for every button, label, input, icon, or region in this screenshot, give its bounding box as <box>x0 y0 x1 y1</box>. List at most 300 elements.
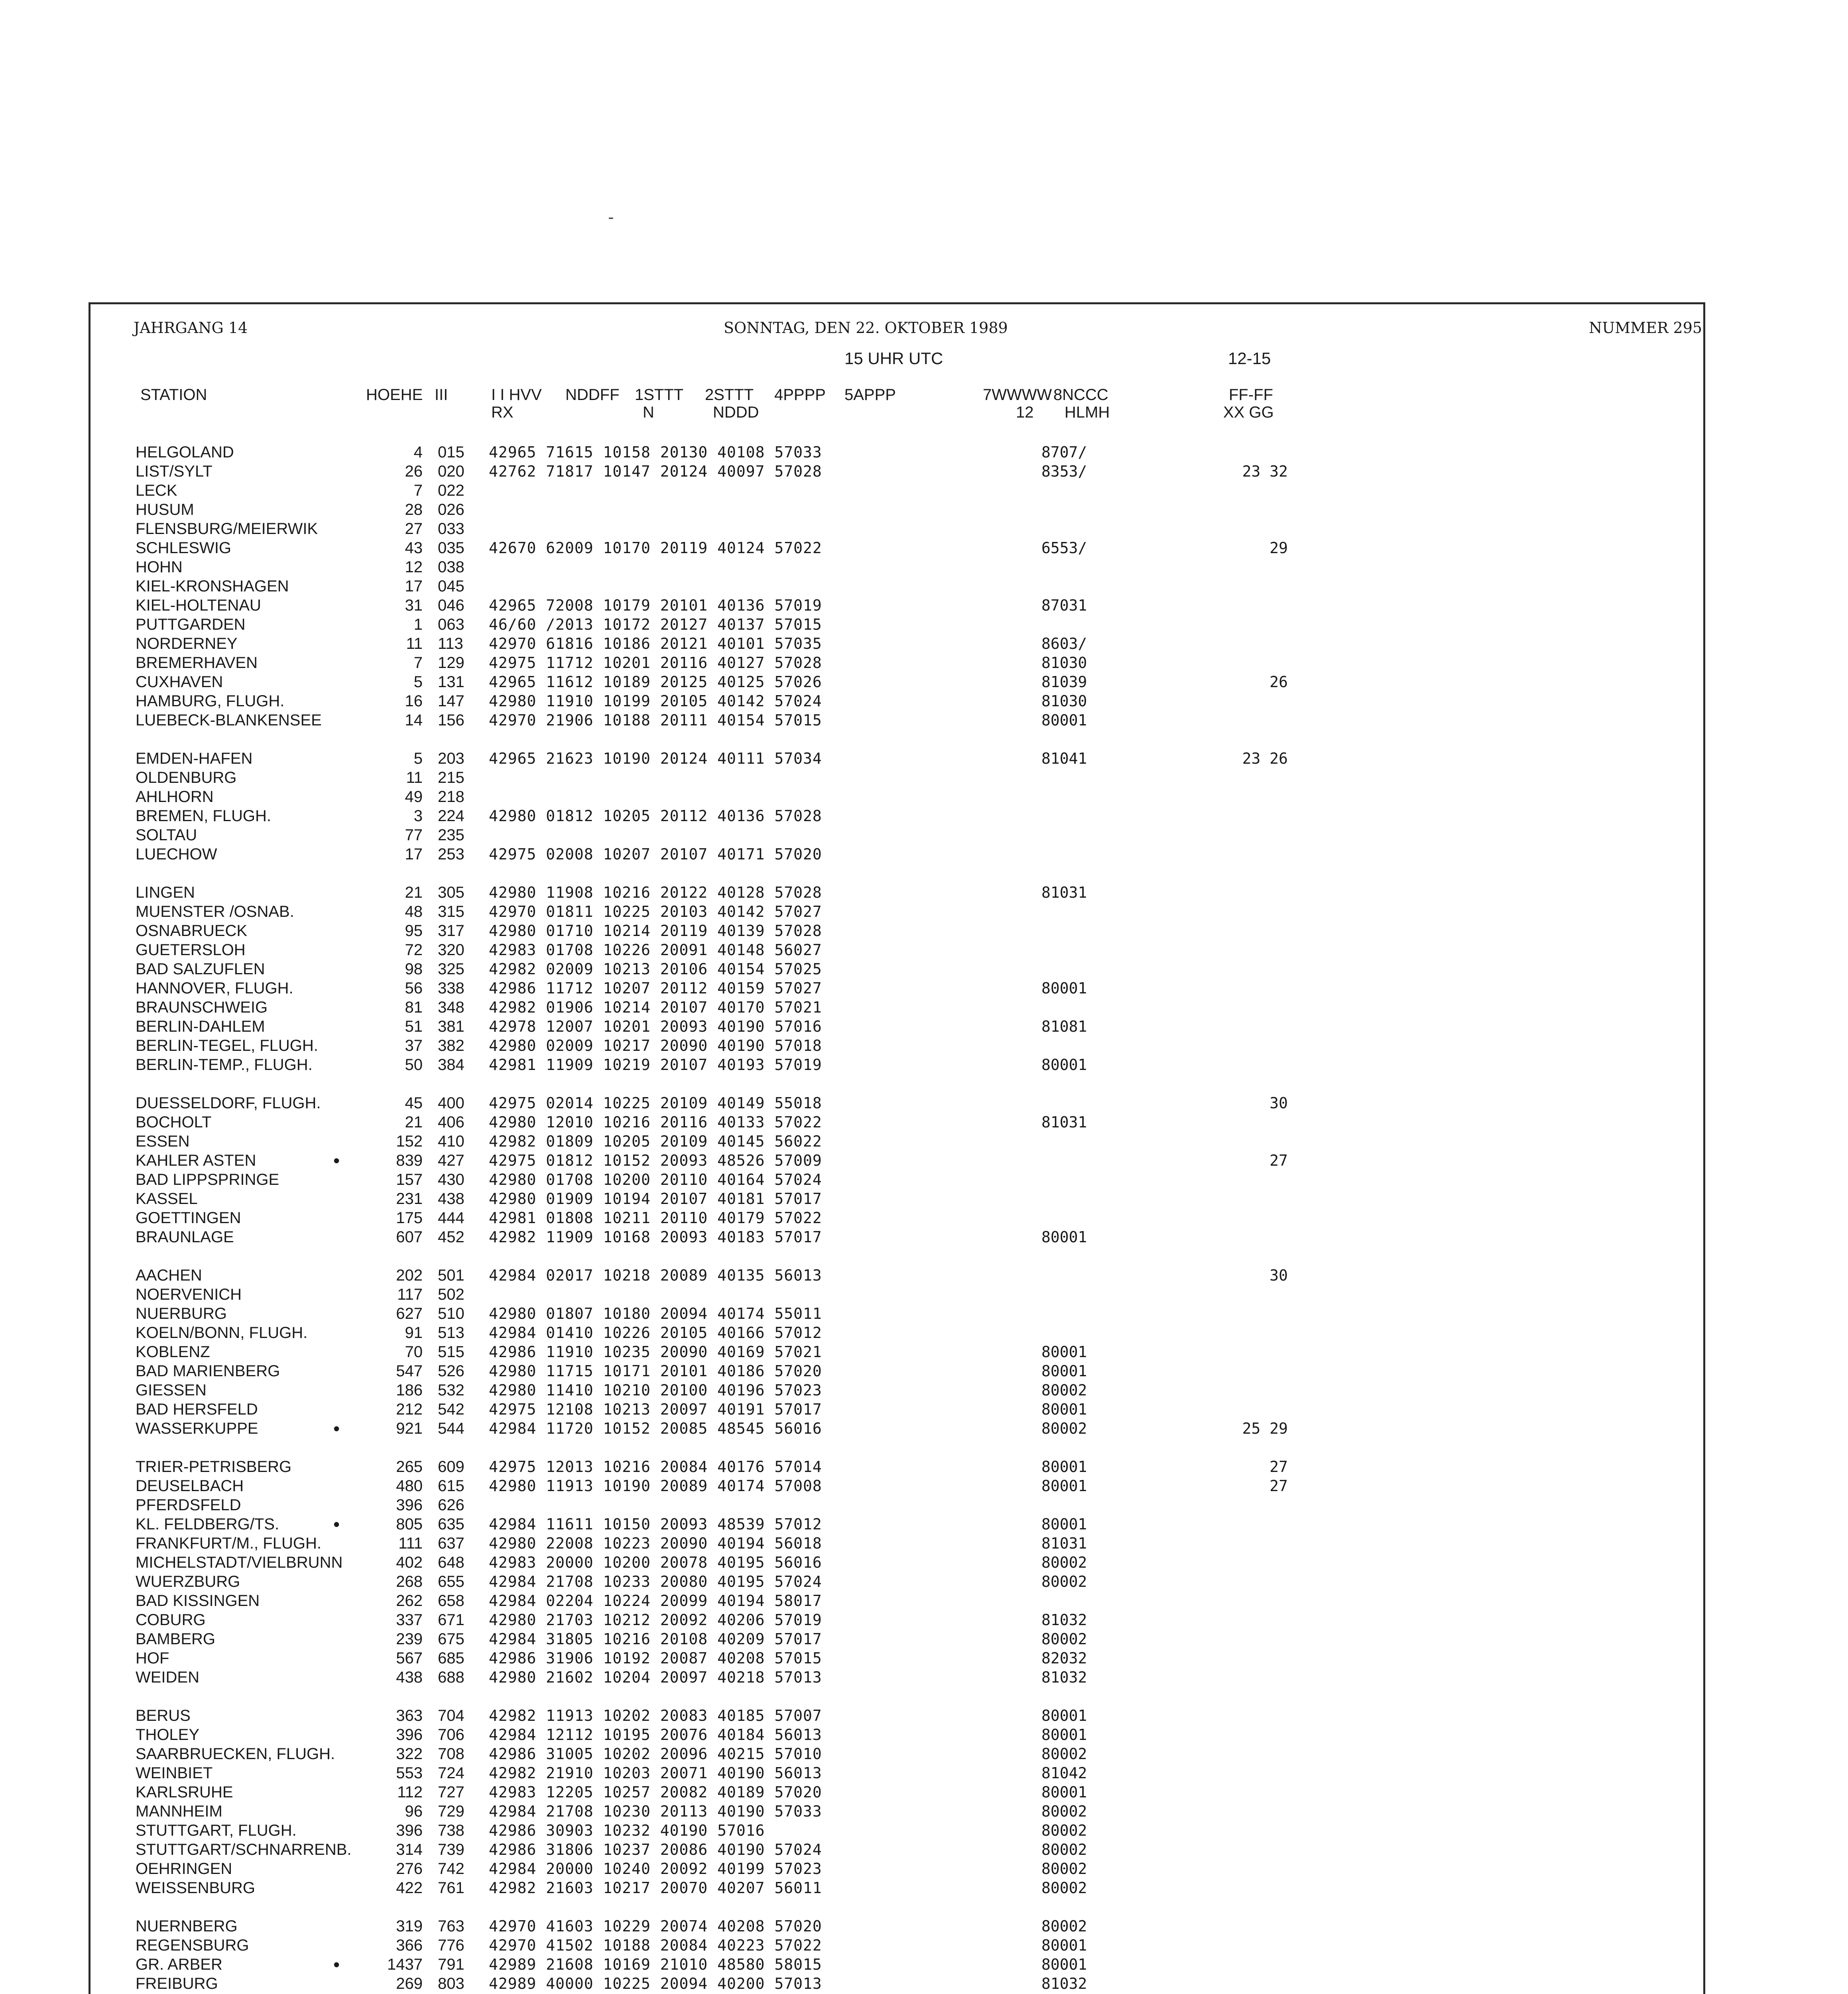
table-row <box>0 787 1848 806</box>
station-id: 542 <box>438 1401 464 1418</box>
station-name: STUTTGART, FLUGH. <box>136 1822 297 1839</box>
station-height: 157 <box>396 1171 423 1188</box>
table-row <box>0 558 1848 577</box>
gust-value <box>1224 1017 1288 1036</box>
gust-value <box>1224 1610 1288 1629</box>
synop-groups: 42984 21708 10233 20080 40195 57024 <box>489 1573 822 1590</box>
table-row <box>0 1094 1848 1113</box>
table-row <box>0 653 1848 672</box>
table-row <box>0 1036 1848 1055</box>
table-row <box>0 1649 1848 1668</box>
station-id: 763 <box>438 1917 464 1935</box>
station-height: 48 <box>405 903 423 920</box>
station-height: 239 <box>396 1630 423 1648</box>
station-height: 627 <box>396 1305 423 1322</box>
synop-groups: 42980 11410 10210 20100 40196 57023 <box>489 1381 822 1399</box>
station-id: 510 <box>438 1305 464 1322</box>
gust-value: 25 29 <box>1242 1420 1288 1437</box>
station-height: 111 <box>398 1535 423 1552</box>
cloud-group: 81041 <box>1041 750 1087 767</box>
station-id: 635 <box>438 1515 464 1533</box>
table-row <box>0 1706 1848 1725</box>
station-id: 406 <box>438 1113 464 1131</box>
station-id: 235 <box>438 826 464 844</box>
table-row <box>0 1419 1848 1438</box>
cloud-group: 81030 <box>1041 654 1087 672</box>
table-row <box>0 998 1848 1017</box>
station-id: 038 <box>438 558 464 576</box>
station-height: 91 <box>405 1324 423 1342</box>
table-row <box>0 596 1848 615</box>
table-row <box>0 1266 1848 1285</box>
synop-groups: 42965 11612 10189 20125 40125 57026 <box>489 673 822 691</box>
station-id: 502 <box>438 1286 464 1303</box>
gust-value <box>1224 1725 1288 1744</box>
station-id: 156 <box>438 711 464 729</box>
table-row <box>0 1763 1848 1783</box>
station-height: 231 <box>396 1190 423 1208</box>
station-name: KOELN/BONN, FLUGH. <box>136 1324 308 1342</box>
station-id: 315 <box>438 903 464 920</box>
table-row <box>0 749 1848 768</box>
station-height: 77 <box>405 826 423 844</box>
station-height: 72 <box>405 941 423 959</box>
cloud-group: 80001 <box>1041 1726 1087 1744</box>
gust-value <box>1224 711 1288 730</box>
gust-value <box>1224 1802 1288 1821</box>
station-height: 17 <box>405 577 423 595</box>
cloud-group: 80001 <box>1041 979 1087 997</box>
station-name: FLENSBURG/MEIERWIK <box>136 520 318 538</box>
station-id: 129 <box>438 654 464 672</box>
gust-value <box>1224 883 1288 902</box>
cloud-group: 8707/ <box>1041 443 1087 461</box>
issue-number: NUMMER 295 <box>1589 319 1702 337</box>
gust-value <box>1224 787 1288 806</box>
gust-value <box>1224 1629 1288 1649</box>
mountain-station-marker: • <box>333 1418 340 1439</box>
synop-groups: 42984 31805 10216 20108 40209 57017 <box>489 1630 822 1648</box>
gust-value <box>1224 1132 1288 1151</box>
table-row <box>0 979 1848 998</box>
station-height: 396 <box>396 1726 423 1744</box>
gust-value <box>1224 902 1288 921</box>
station-name: DUESSELDORF, FLUGH. <box>136 1094 321 1112</box>
station-id: 724 <box>438 1764 464 1782</box>
station-height: 547 <box>396 1362 423 1380</box>
col-ob3-sub: N <box>643 404 654 421</box>
table-row <box>0 921 1848 940</box>
station-name: KL. FELDBERG/TS. <box>136 1515 279 1533</box>
station-height: 322 <box>396 1745 423 1763</box>
table-row <box>0 500 1848 519</box>
table-row <box>0 1591 1848 1610</box>
station-id: 704 <box>438 1707 464 1724</box>
station-name: KASSEL <box>136 1190 198 1208</box>
table-row <box>0 883 1848 902</box>
station-name: MICHELSTADT/VIELBRUNN <box>136 1554 343 1571</box>
mountain-station-marker: • <box>333 1954 340 1975</box>
station-id: 410 <box>438 1133 464 1150</box>
gust-value <box>1224 806 1288 826</box>
synop-groups: 42984 12112 10195 20076 40184 56013 <box>489 1726 822 1744</box>
station-id: 648 <box>438 1554 464 1571</box>
gust-value <box>1224 1783 1288 1802</box>
synop-groups: 42986 11712 10207 20112 40159 57027 <box>489 979 822 997</box>
cloud-group: 80002 <box>1041 1381 1087 1399</box>
table-row <box>0 1744 1848 1763</box>
gust-value <box>1224 1955 1288 1974</box>
table-row <box>0 1610 1848 1629</box>
station-height: 21 <box>405 1113 423 1131</box>
cloud-group: 80001 <box>1041 1458 1087 1476</box>
gust-value <box>1224 1055 1288 1074</box>
gust-value <box>1224 960 1288 979</box>
station-id: 688 <box>438 1669 464 1686</box>
synop-groups: 42975 02008 10207 20107 40171 57020 <box>489 845 822 863</box>
station-height: 4 <box>413 443 423 461</box>
station-height: 5 <box>413 750 423 767</box>
synop-groups: 42978 12007 10201 20093 40190 57016 <box>489 1018 822 1035</box>
station-id: 615 <box>438 1477 464 1495</box>
gust-value <box>1224 1917 1288 1936</box>
synop-groups: 42980 11910 10199 20105 40142 57024 <box>489 692 822 710</box>
gust-value <box>1224 1840 1288 1859</box>
station-name: FREIBURG <box>136 1975 218 1992</box>
gust-value <box>1224 940 1288 960</box>
station-height: 7 <box>413 482 423 499</box>
station-name: WUERZBURG <box>136 1573 240 1590</box>
table-row <box>0 1936 1848 1955</box>
table-row <box>0 1515 1848 1534</box>
synop-groups: 42980 11913 10190 20089 40174 57008 <box>489 1477 822 1495</box>
station-height: 95 <box>405 922 423 940</box>
station-id: 609 <box>438 1458 464 1476</box>
gust-value <box>1224 1381 1288 1400</box>
station-height: 1437 <box>387 1956 423 1973</box>
station-name: BAD HERSFELD <box>136 1401 258 1418</box>
station-id: 218 <box>438 788 464 806</box>
col-ob2: NDDFF <box>565 386 620 404</box>
station-name: BERLIN-TEMP., FLUGH. <box>136 1056 313 1074</box>
table-row <box>0 1534 1848 1553</box>
station-name: MANNHEIM <box>136 1803 222 1820</box>
station-height: 269 <box>396 1975 423 1992</box>
station-name: STUTTGART/SCHNARRENB. <box>136 1841 352 1858</box>
gust-value <box>1224 1744 1288 1763</box>
table-row <box>0 1840 1848 1859</box>
gust-value <box>1224 1572 1288 1591</box>
table-row <box>0 1476 1848 1496</box>
gust-value <box>1224 1170 1288 1189</box>
station-id: 015 <box>438 443 464 461</box>
table-row <box>0 1132 1848 1151</box>
station-id: 063 <box>438 616 464 633</box>
station-height: 921 <box>396 1420 423 1437</box>
station-name: PUTTGARDEN <box>136 616 246 633</box>
station-height: 14 <box>405 711 423 729</box>
station-name: BERUS <box>136 1707 191 1724</box>
gust-value <box>1224 1649 1288 1668</box>
station-height: 396 <box>396 1496 423 1514</box>
station-id: 045 <box>438 577 464 595</box>
gust-value <box>1224 596 1288 615</box>
synop-groups: 42970 41502 10188 20084 40223 57022 <box>489 1937 822 1954</box>
station-name: AHLHORN <box>136 788 214 806</box>
station-id: 791 <box>438 1956 464 1973</box>
report-time: 15 UHR UTC <box>844 349 943 368</box>
gust-value <box>1224 1208 1288 1228</box>
station-height: 553 <box>396 1764 423 1782</box>
report-date: SONNTAG, DEN 22. OKTOBER 1989 <box>724 319 1008 337</box>
table-row <box>0 711 1848 730</box>
station-height: 70 <box>405 1343 423 1361</box>
synop-groups: 42983 01708 10226 20091 40148 56027 <box>489 941 822 959</box>
station-id: 382 <box>438 1037 464 1054</box>
cloud-group: 80002 <box>1041 1803 1087 1820</box>
table-row <box>0 1055 1848 1074</box>
table-row <box>0 692 1848 711</box>
station-name: BRAUNLAGE <box>136 1228 234 1246</box>
station-name: BRAUNSCHWEIG <box>136 999 268 1016</box>
gust-value <box>1224 1515 1288 1534</box>
synop-groups: 42980 21602 10204 20097 40218 57013 <box>489 1669 822 1686</box>
table-row <box>0 577 1848 596</box>
station-id: 203 <box>438 750 464 767</box>
table-row <box>0 1017 1848 1036</box>
synop-groups: 42975 12108 10213 20097 40191 57017 <box>489 1401 822 1418</box>
table-row <box>0 1400 1848 1419</box>
station-name: SOLTAU <box>136 826 197 844</box>
table-row <box>0 1629 1848 1649</box>
gust-value <box>1224 1036 1288 1055</box>
table-row <box>0 1362 1848 1381</box>
cloud-group: 81032 <box>1041 1669 1087 1686</box>
station-name: NORDERNEY <box>136 635 238 652</box>
synop-groups: 42965 71615 10158 20130 40108 57033 <box>489 443 822 461</box>
station-height: 276 <box>396 1860 423 1878</box>
station-height: 49 <box>405 788 423 806</box>
table-row <box>0 826 1848 845</box>
station-height: 27 <box>405 520 423 538</box>
synop-groups: 46/60 /2013 10172 20127 40137 57015 <box>489 616 822 633</box>
station-id: 224 <box>438 807 464 825</box>
station-height: 262 <box>396 1592 423 1610</box>
cloud-group: 80001 <box>1041 1783 1087 1801</box>
gust-value <box>1224 1878 1288 1897</box>
cloud-group: 80001 <box>1041 1056 1087 1074</box>
table-row <box>0 1170 1848 1189</box>
gust-period: 12-15 <box>1228 349 1271 368</box>
table-row <box>0 1821 1848 1840</box>
station-name: GR. ARBER <box>136 1956 222 1973</box>
station-id: 438 <box>438 1190 464 1208</box>
synop-groups: 42980 21703 10212 20092 40206 57019 <box>489 1611 822 1629</box>
cloud-group: 80002 <box>1041 1420 1087 1437</box>
station-height: 7 <box>413 654 423 672</box>
col-hoehe: HOEHE <box>366 386 423 404</box>
station-height: 363 <box>396 1707 423 1724</box>
table-row <box>0 1572 1848 1591</box>
cloud-group: 81081 <box>1041 1018 1087 1035</box>
station-name: REGENSBURG <box>136 1937 249 1954</box>
mountain-station-marker: • <box>333 1514 340 1535</box>
table-row <box>0 1285 1848 1304</box>
station-name: EMDEN-HAFEN <box>136 750 253 767</box>
station-id: 215 <box>438 769 464 786</box>
station-id: 729 <box>438 1803 464 1820</box>
cloud-group: 80002 <box>1041 1630 1087 1648</box>
synop-groups: 42980 01812 10205 20112 40136 57028 <box>489 807 822 825</box>
station-id: 685 <box>438 1649 464 1667</box>
synop-groups: 42980 01807 10180 20094 40174 55011 <box>489 1305 822 1322</box>
synop-groups: 42983 12205 10257 20082 40189 57020 <box>489 1783 822 1801</box>
synop-groups: 42982 11913 10202 20083 40185 57007 <box>489 1707 822 1724</box>
gust-value <box>1224 481 1288 500</box>
synop-groups: 42980 01710 10214 20119 40139 57028 <box>489 922 822 940</box>
gust-value: 27 <box>1269 1477 1288 1495</box>
gust-value: 23 32 <box>1242 463 1288 480</box>
station-name: WEIDEN <box>136 1669 199 1686</box>
col-ob6: 5APPP <box>844 386 896 404</box>
station-name: BREMEN, FLUGH. <box>136 807 272 825</box>
synop-groups: 42970 01811 10225 20103 40142 57027 <box>489 903 822 920</box>
cloud-group: 80002 <box>1041 1860 1087 1878</box>
station-name: WASSERKUPPE <box>136 1420 258 1437</box>
synop-groups: 42980 22008 10223 20090 40194 56018 <box>489 1535 822 1552</box>
col-ob1-sub: RX <box>491 404 514 421</box>
cloud-group: 80001 <box>1041 1956 1087 1973</box>
synop-groups: 42670 62009 10170 20119 40124 57022 <box>489 539 822 557</box>
synop-groups: 42981 11909 10219 20107 40193 57019 <box>489 1056 822 1074</box>
station-id: 655 <box>438 1573 464 1590</box>
table-row <box>0 481 1848 500</box>
station-height: 96 <box>405 1803 423 1820</box>
station-id: 739 <box>438 1841 464 1858</box>
gust-value <box>1224 1591 1288 1610</box>
station-name: TRIER-PETRISBERG <box>136 1458 292 1476</box>
col-ob1: I I HVV <box>491 386 542 404</box>
jahrgang-label: JAHRGANG 14 <box>134 319 248 337</box>
station-name: GIESSEN <box>136 1381 207 1399</box>
gust-value <box>1224 653 1288 672</box>
table-row <box>0 1859 1848 1878</box>
table-row <box>0 538 1848 558</box>
gust-value <box>1224 577 1288 596</box>
gust-value <box>1224 558 1288 577</box>
station-name: SAARBRUECKEN, FLUGH. <box>136 1745 335 1763</box>
station-height: 202 <box>396 1267 423 1284</box>
col-gust: FF-FF <box>1229 386 1273 404</box>
station-height: 45 <box>405 1094 423 1112</box>
station-id: 658 <box>438 1592 464 1610</box>
table-row <box>0 1783 1848 1802</box>
table-row <box>0 960 1848 979</box>
station-name: LUEBECK-BLANKENSEE <box>136 711 322 729</box>
table-row <box>0 462 1848 481</box>
station-id: 320 <box>438 941 464 959</box>
station-height: 319 <box>396 1917 423 1935</box>
station-id: 033 <box>438 520 464 538</box>
station-id: 544 <box>438 1420 464 1437</box>
gust-value: 26 <box>1269 673 1288 691</box>
synop-groups: 42984 02204 10224 20099 40194 58017 <box>489 1592 822 1610</box>
gust-value <box>1224 768 1288 787</box>
station-name: BOCHOLT <box>136 1113 212 1131</box>
cloud-group: 81031 <box>1041 1113 1087 1131</box>
scan-mark: - <box>608 207 614 227</box>
gust-value: 30 <box>1269 1094 1288 1112</box>
cloud-group: 81039 <box>1041 673 1087 691</box>
station-height: 117 <box>397 1286 423 1303</box>
station-name: SCHLESWIG <box>136 539 232 557</box>
cloud-group: 80001 <box>1041 1343 1087 1361</box>
table-row <box>0 672 1848 692</box>
station-name: OSNABRUECK <box>136 922 248 940</box>
station-height: 186 <box>396 1381 423 1399</box>
station-id: 046 <box>438 597 464 614</box>
cloud-group: 80002 <box>1041 1554 1087 1571</box>
station-name: LINGEN <box>136 884 195 901</box>
gust-value <box>1224 826 1288 845</box>
station-name: KAHLER ASTEN <box>136 1152 256 1169</box>
cloud-group: 80002 <box>1041 1573 1087 1590</box>
col-ob4: 2STTT <box>705 386 754 404</box>
station-id: 020 <box>438 463 464 480</box>
table-row <box>0 768 1848 787</box>
station-name: NUERNBERG <box>136 1917 238 1935</box>
station-name: HAMBURG, FLUGH. <box>136 692 285 710</box>
station-name: PFERDSFELD <box>136 1496 241 1514</box>
synop-groups: 42762 71817 10147 20124 40097 57028 <box>489 463 822 480</box>
col-iii: III <box>435 386 448 404</box>
table-row <box>0 519 1848 538</box>
station-name: DEUSELBACH <box>136 1477 244 1495</box>
gust-value: 27 <box>1269 1152 1288 1169</box>
table-row <box>0 1553 1848 1572</box>
table-row <box>0 1323 1848 1342</box>
gust-value <box>1224 1400 1288 1419</box>
station-name: FRANKFURT/M., FLUGH. <box>136 1535 321 1552</box>
station-height: 265 <box>396 1458 423 1476</box>
station-name: NUERBURG <box>136 1305 227 1322</box>
cloud-group: 80001 <box>1041 1228 1087 1246</box>
station-height: 366 <box>396 1937 423 1954</box>
table-row <box>0 806 1848 826</box>
station-height: 152 <box>396 1133 423 1150</box>
station-height: 607 <box>396 1228 423 1246</box>
station-id: 384 <box>438 1056 464 1074</box>
gust-value <box>1224 845 1288 864</box>
station-id: 776 <box>438 1937 464 1954</box>
station-height: 43 <box>405 539 423 557</box>
station-id: 761 <box>438 1879 464 1897</box>
synop-groups: 42984 01410 10226 20105 40166 57012 <box>489 1324 822 1342</box>
station-height: 16 <box>405 692 423 710</box>
station-name: BAD LIPPSPRINGE <box>136 1171 279 1188</box>
synop-groups: 42970 21906 10188 20111 40154 57015 <box>489 711 822 729</box>
station-name: BREMERHAVEN <box>136 654 258 672</box>
station-name: MUENSTER /OSNAB. <box>136 903 294 920</box>
gust-value: 30 <box>1269 1267 1288 1284</box>
station-id: 742 <box>438 1860 464 1878</box>
gust-value <box>1224 1304 1288 1323</box>
station-name: AACHEN <box>136 1267 202 1284</box>
cloud-group: 81032 <box>1041 1975 1087 1992</box>
cloud-group: 80001 <box>1041 1515 1087 1533</box>
gust-value <box>1224 1668 1288 1687</box>
table-row <box>0 1228 1848 1247</box>
